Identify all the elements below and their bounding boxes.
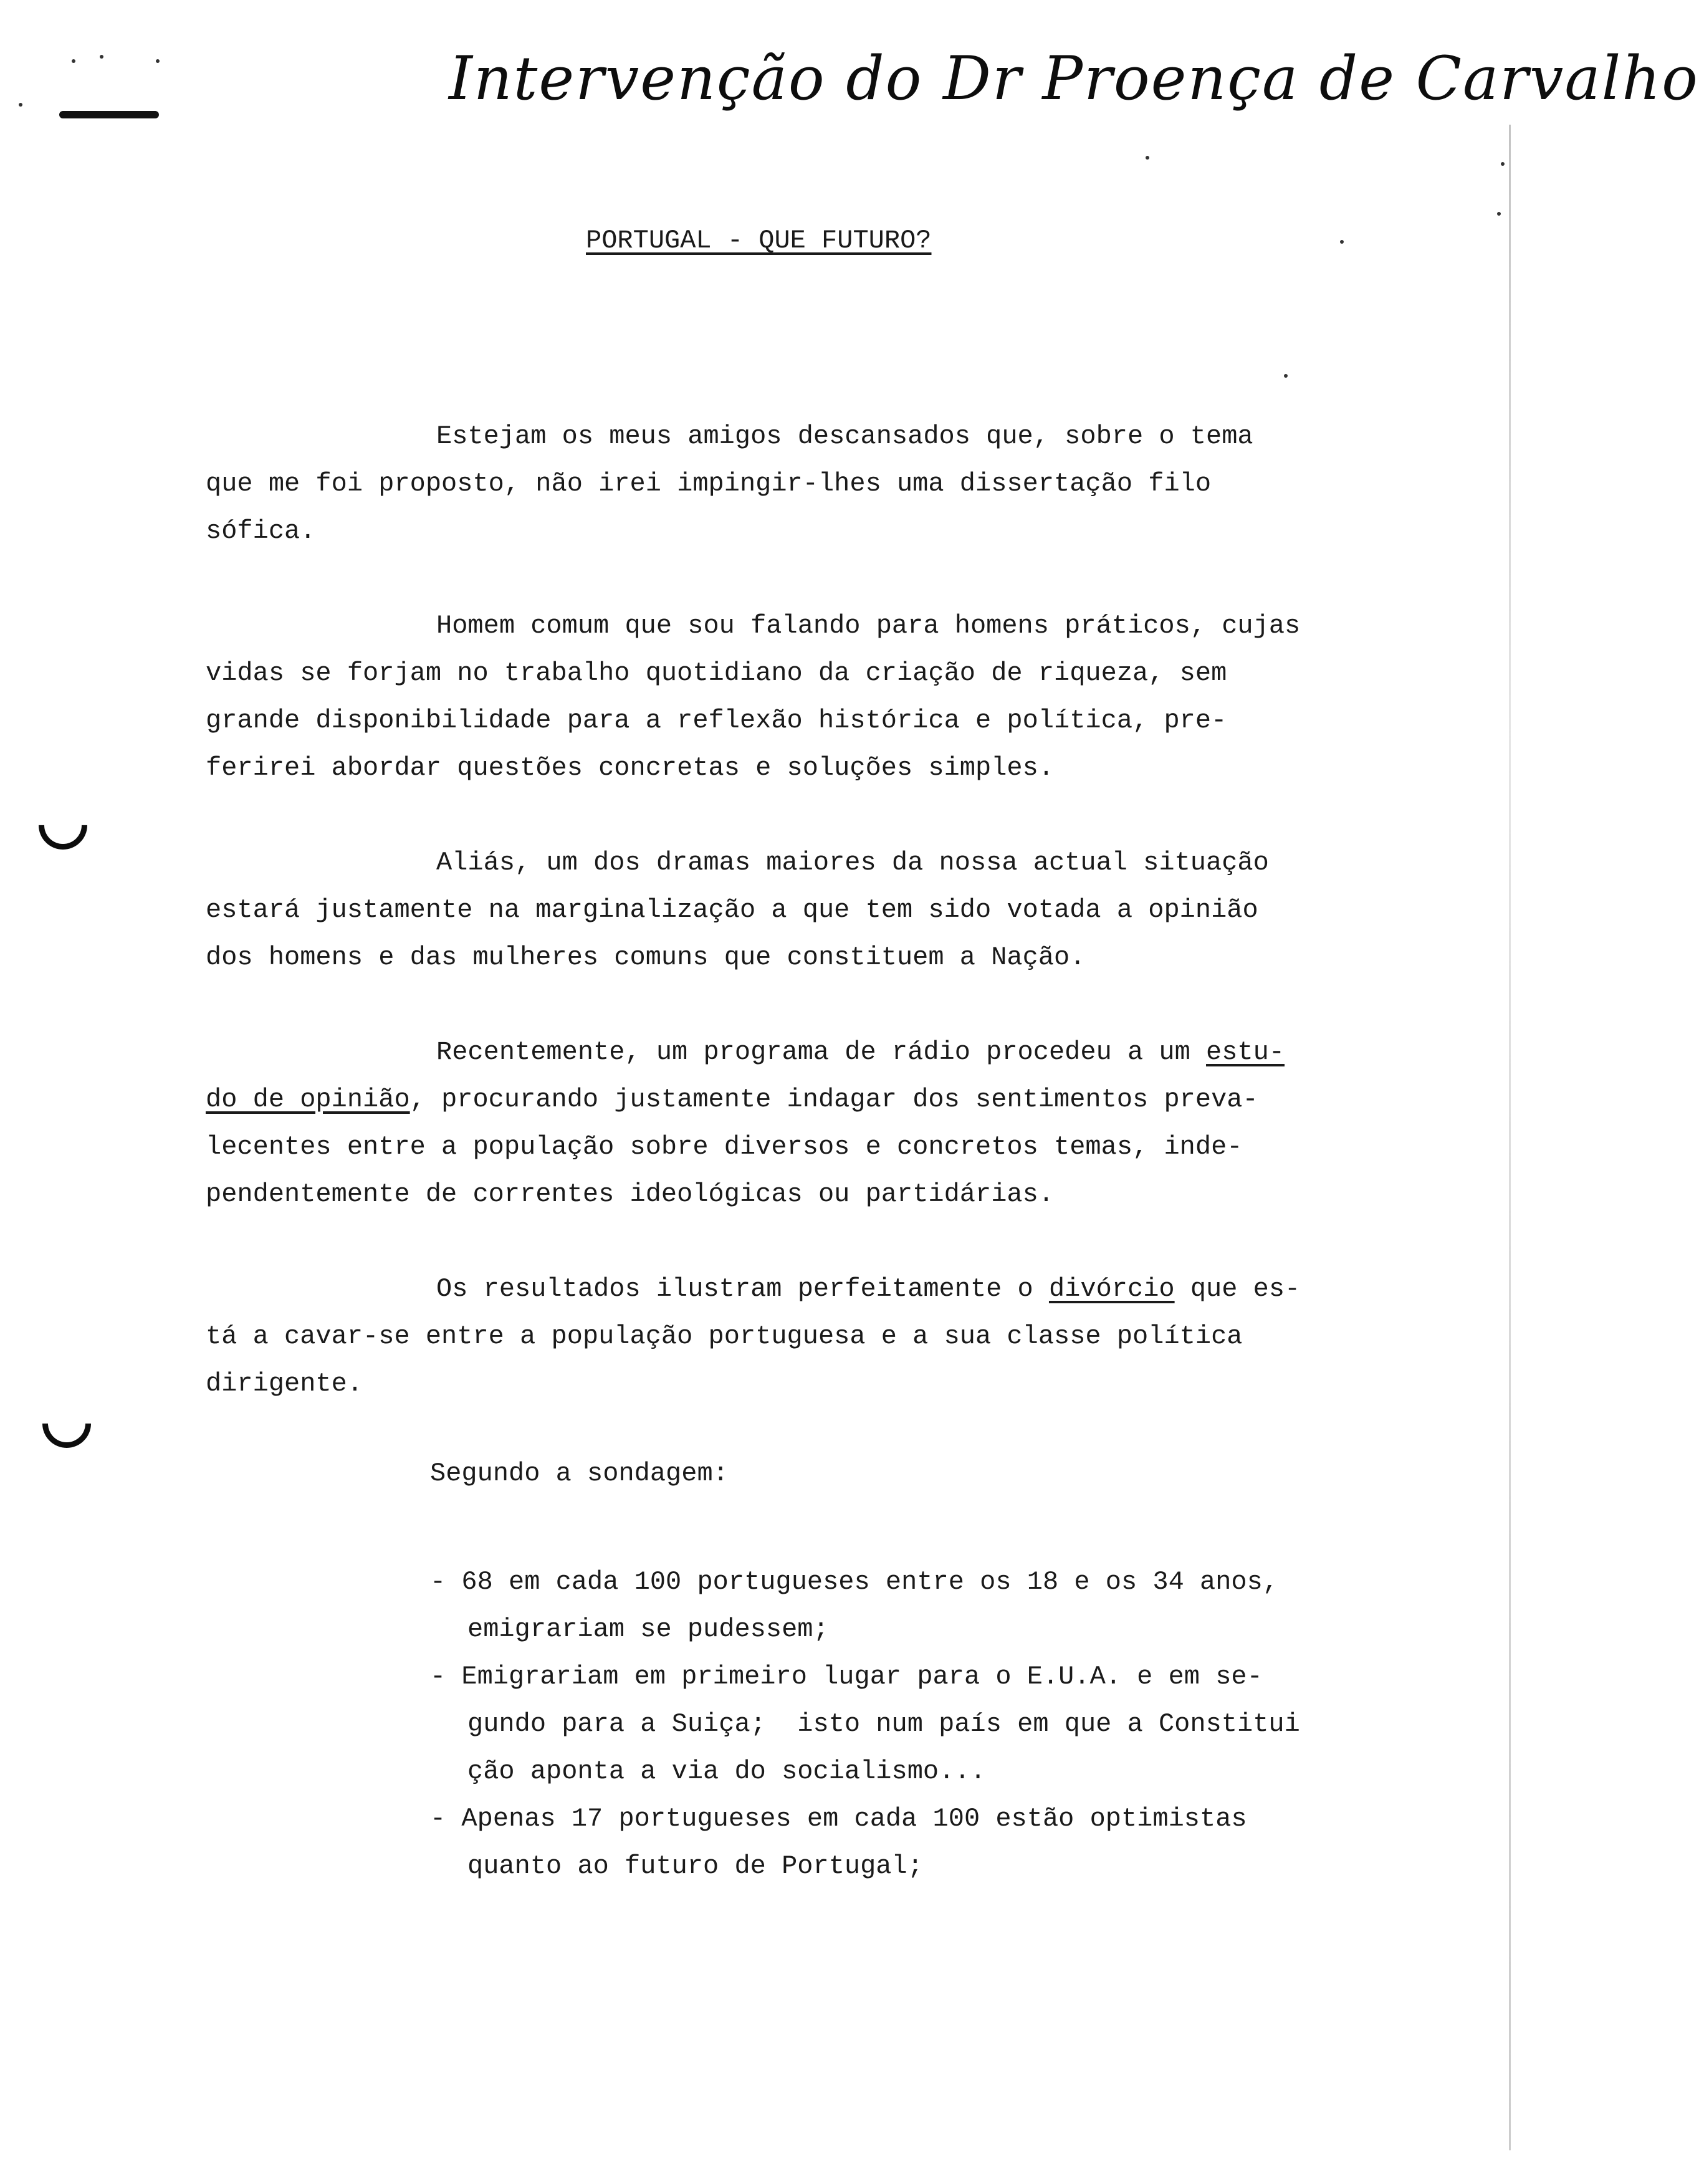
- text-line: que me foi proposto, não irei impingir-lhes uma dissertação filo: [206, 469, 1212, 499]
- hole-punch-mark: [32, 1389, 101, 1458]
- list-item: [430, 1653, 1490, 1795]
- scan-speck: [72, 59, 75, 63]
- text-line: dos homens e das mulheres comuns que constituem a Nação.: [206, 942, 1086, 972]
- text-line: quanto ao futuro de Portugal;: [467, 1851, 923, 1881]
- text-line: emigrariam se pudessem;: [467, 1614, 829, 1644]
- scan-edge: [1509, 125, 1511, 2150]
- ink-mark: [59, 111, 159, 118]
- text-line: Homem comum que sou falando para homens práticos, cujas: [436, 611, 1301, 641]
- paragraph-3: [206, 839, 1483, 981]
- text-line: estará justamente na marginalização a que tem sido votada a opinião: [206, 895, 1258, 925]
- text-segment: Os resultados ilustram perfeitamente o: [436, 1274, 1049, 1304]
- hole-punch-mark: [29, 791, 97, 860]
- list-item: [430, 1795, 1490, 1890]
- text-line: pendentemente de correntes ideológicas ou partidárias.: [206, 1179, 1055, 1209]
- paragraph-2: [206, 602, 1483, 792]
- text-line: grande disponibilidade para a reflexão histórica e política, pre-: [206, 706, 1227, 735]
- text-line: ferirei abordar questões concretas e soluções simples.: [206, 753, 1055, 783]
- text-segment: que es-: [1174, 1274, 1301, 1304]
- text-line: vidas se forjam no trabalho quotidiano da criação de riqueza, sem: [206, 658, 1227, 688]
- handwritten-note: Intervenção do Dr Proença de Carvalho: [449, 44, 1699, 113]
- scan-speck: [156, 59, 160, 63]
- document-title: PORTUGAL - QUE FUTURO?: [586, 226, 932, 256]
- text-line: ção aponta a via do socialismo...: [467, 1756, 986, 1786]
- text-line: lecentes entre a população sobre diversos e concretos temas, inde-: [206, 1132, 1243, 1162]
- text-line: - Apenas 17 portugueses em cada 100 estão optimistas: [430, 1804, 1247, 1834]
- scan-speck: [1284, 374, 1288, 378]
- scan-speck: [1146, 156, 1149, 160]
- list-item: [430, 1558, 1490, 1653]
- text-line: - 68 em cada 100 portugueses entre os 18 e os 34 anos,: [430, 1567, 1279, 1597]
- text-line: [206, 1265, 1483, 1313]
- scan-speck: [1501, 162, 1505, 166]
- text-segment: Recentemente, um programa de rádio procedeu a um: [436, 1037, 1207, 1067]
- paragraph-4: [206, 1028, 1483, 1218]
- underlined-text: divórcio: [1048, 1274, 1175, 1304]
- survey-results-list: [430, 1558, 1490, 1890]
- text-segment: , procurando justamente indagar dos sentimentos preva-: [409, 1085, 1258, 1114]
- text-line: Estejam os meus amigos descansados que, sobre o tema: [436, 421, 1253, 451]
- underlined-text: do de opinião: [206, 1085, 410, 1114]
- text-line: gundo para a Suiça; isto num país em que a Constitui: [467, 1709, 1300, 1739]
- survey-intro: Segundo a sondagem:: [430, 1458, 729, 1488]
- scan-speck: [19, 103, 22, 107]
- text-line: sófica.: [206, 516, 316, 546]
- text-line: Aliás, um dos dramas maiores da nossa actual situação: [436, 848, 1269, 878]
- scan-speck: [1340, 240, 1344, 244]
- text-line: dirigente.: [206, 1369, 363, 1399]
- text-line: [206, 1028, 1483, 1076]
- paragraph-5: [206, 1265, 1483, 1407]
- text-line: [206, 1076, 1483, 1123]
- underlined-text: estu-: [1206, 1037, 1285, 1067]
- scan-speck: [1497, 212, 1501, 216]
- scan-speck: [100, 55, 103, 59]
- text-line: tá a cavar-se entre a população portuguesa e a sua classe política: [206, 1321, 1243, 1351]
- text-line: - Emigrariam em primeiro lugar para o E.U.A. e em se-: [430, 1662, 1263, 1692]
- paragraph-1: [206, 413, 1483, 555]
